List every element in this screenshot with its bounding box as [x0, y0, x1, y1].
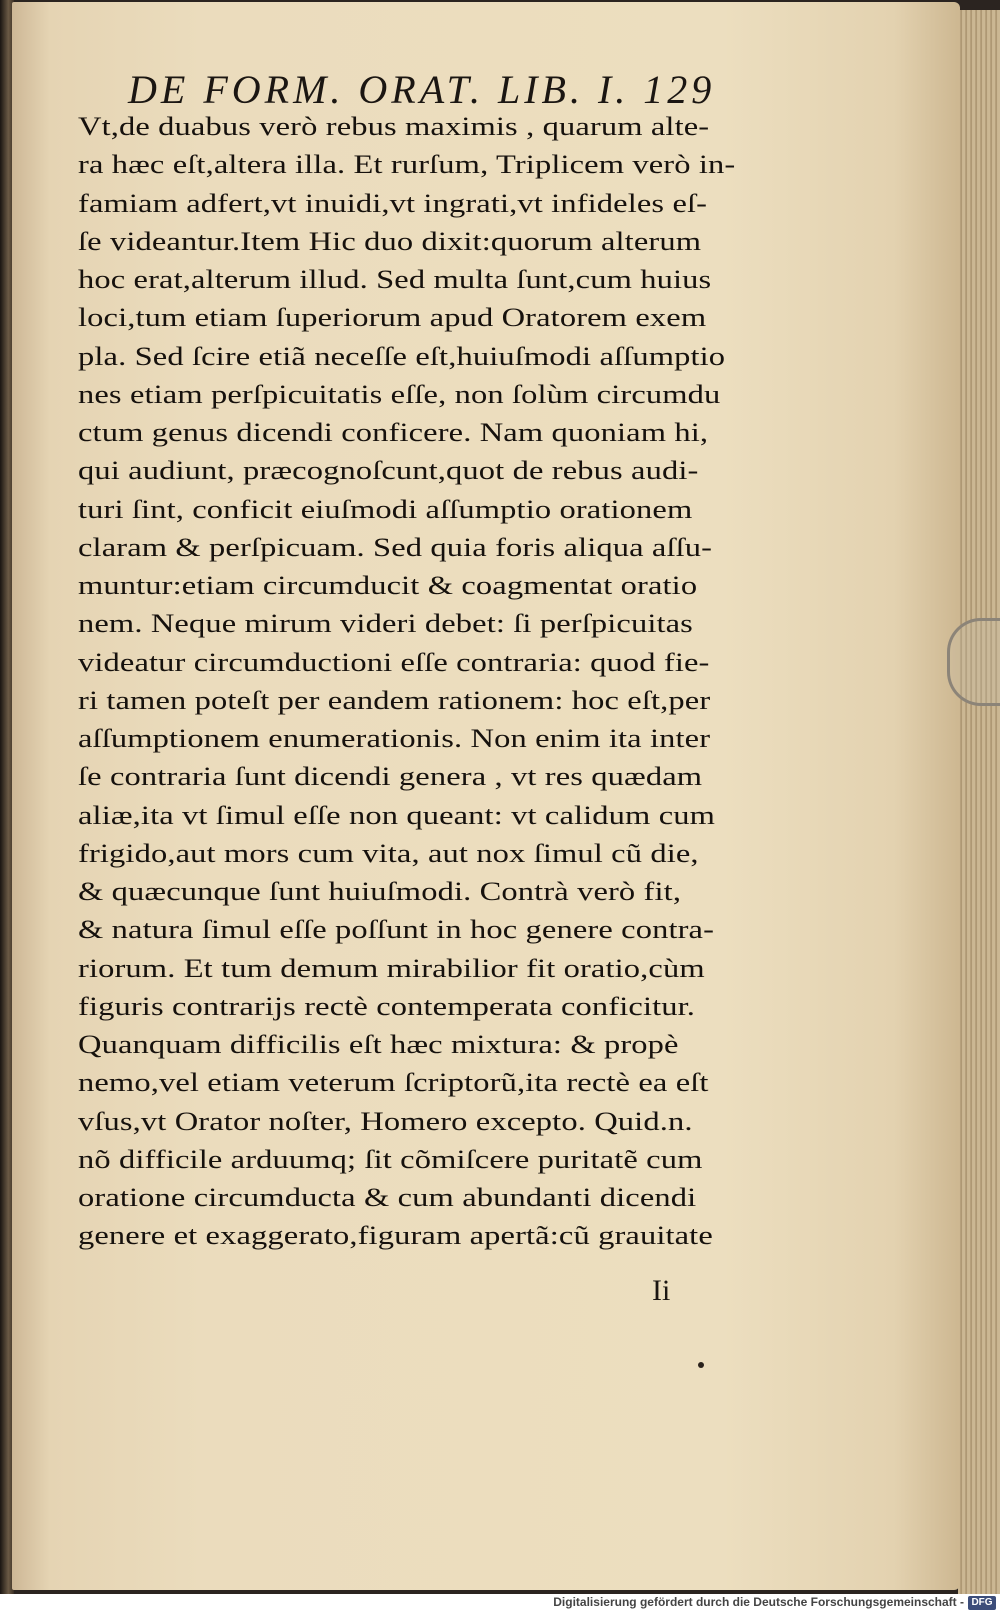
text-line: videatur circumductioni eſſe contraria: quod fie-	[78, 647, 710, 677]
text-line: turi ſint, conficit eiuſmodi aſſumptio orationem	[78, 494, 693, 524]
text-line: famiam adfert,vt inuidi,vt ingrati,vt infideles eſ-	[78, 188, 708, 218]
dfg-logo: DFG	[968, 1596, 996, 1610]
text-line: nes etiam perſpicuitatis eſſe, non ſolùm circumdu	[78, 379, 721, 409]
body-text	[78, 108, 758, 1256]
text-line: frigido,aut mors cum vita, aut nox ſimul cũ die,	[78, 838, 699, 868]
text-line: vſus,vt Orator noſter, Homero excepto. Quid.n.	[78, 1106, 693, 1136]
text-line: ra hæc eſt,altera illa. Et rurſum, Triplicem verò in-	[78, 150, 736, 180]
text-line: & quæcunque ſunt huiuſmodi. Contrà verò fit,	[78, 877, 682, 906]
text-line: ſe videantur.Item Hic duo dixit:quorum alterum	[78, 226, 702, 256]
text-line: aſſumptionem enumerationis. Non enim ita inter	[78, 724, 711, 753]
book-page	[12, 2, 960, 1590]
text-line: ctum genus dicendi conficere. Nam quoniam hi,	[78, 418, 709, 447]
footer-bar	[0, 1594, 1000, 1613]
text-line: hoc erat,alterum illud. Sed multa ſunt,cum huius	[78, 265, 712, 294]
text-line: nemo,vel etiam veterum ſcriptorũ,ita rectè ea eſt	[78, 1068, 709, 1098]
text-line: muntur:etiam circumducit & coagmentat oratio	[78, 571, 698, 600]
text-line: Quanquam difficilis eſt hæc mixtura: & propè	[78, 1030, 679, 1059]
text-line: qui audiunt, præcognoſcunt,quot de rebus audi-	[78, 456, 699, 486]
bleed-through-margin	[12, 202, 34, 1302]
text-line: aliæ,ita vt ſimul eſſe non queant: vt calidum cum	[78, 800, 716, 830]
signature-mark: Ii	[652, 1274, 671, 1307]
running-head: DE FORM. ORAT. LIB. I. 129	[128, 67, 716, 112]
text-line: riorum. Et tum demum mirabilior fit oratio,cùm	[78, 953, 705, 983]
page-stack-edge	[958, 10, 1000, 1594]
text-line: genere et exaggerato,figuram apertã:cũ grauitate	[78, 1221, 713, 1251]
ink-spot	[698, 1362, 704, 1368]
text-line: ri tamen poteſt per eandem rationem: hoc eſt,per	[78, 685, 711, 715]
text-line: oratione circumducta & cum abundanti dicendi	[78, 1183, 697, 1212]
text-line: Vt,de duabus verò rebus maximis , quarum alte-	[78, 112, 710, 141]
text-line: claram & perſpicuam. Sed quia foris aliqua aſſu-	[78, 532, 713, 562]
text-line: loci,tum etiam ſuperiorum apud Oratorem exem	[78, 303, 707, 333]
text-line: ſe contraria ſunt dicendi genera , vt res quædam	[78, 762, 703, 792]
text-line: figuris contrarijs rectè contemperata conficitur.	[78, 991, 696, 1021]
book-clip	[947, 618, 1000, 706]
funding-credit: Digitalisierung gefördert durch die Deutsche Forschungsgemeinschaft -	[553, 1595, 964, 1609]
text-line: nem. Neque mirum videri debet: ſi perſpicuitas	[78, 609, 693, 639]
text-line: & natura ſimul eſſe poſſunt in hoc genere contra-	[78, 915, 715, 945]
text-line: pla. Sed ſcire etiã neceſſe eſt,huiuſmodi aſſumptio	[78, 341, 726, 371]
text-line: nõ difficile arduumq; ſit cõmiſcere puritatẽ cum	[78, 1144, 703, 1174]
